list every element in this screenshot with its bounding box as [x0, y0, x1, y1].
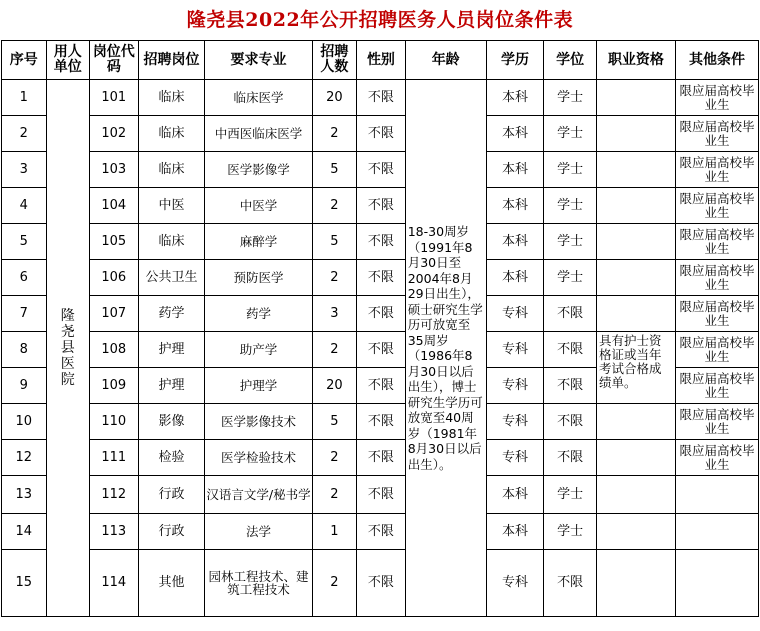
cell-seq: 3 — [2, 152, 47, 188]
cell-qual — [596, 116, 675, 152]
cell-qual — [596, 260, 675, 296]
cell-qual — [596, 476, 675, 514]
cell-other: 限应届高校毕业生 — [675, 296, 758, 332]
recruitment-table — [1, 40, 759, 617]
cell-qual — [596, 188, 675, 224]
header-seq: 序号 — [2, 41, 47, 80]
cell-other: 限应届高校毕业生 — [675, 440, 758, 476]
cell-major: 护理学 — [205, 368, 312, 404]
cell-degree: 不限 — [544, 332, 597, 368]
cell-qual — [596, 514, 675, 550]
cell-seq: 1 — [2, 80, 47, 116]
cell-num: 5 — [312, 224, 357, 260]
cell-seq: 13 — [2, 476, 47, 514]
cell-major: 药学 — [205, 296, 312, 332]
cell-post: 临床 — [138, 116, 205, 152]
cell-qual — [596, 80, 675, 116]
cell-post: 其他 — [138, 550, 205, 617]
cell-qual — [596, 224, 675, 260]
cell-edu: 本科 — [486, 116, 544, 152]
cell-degree: 学士 — [544, 224, 597, 260]
cell-gender: 不限 — [357, 550, 406, 617]
cell-post: 临床 — [138, 224, 205, 260]
cell-gender: 不限 — [357, 188, 406, 224]
cell-seq: 9 — [2, 368, 47, 404]
cell-code: 110 — [90, 404, 139, 440]
header-unit: 用人单位 — [46, 41, 90, 80]
table-row — [2, 224, 759, 260]
cell-post: 中医 — [138, 188, 205, 224]
cell-other: 限应届高校毕业生 — [675, 188, 758, 224]
cell-code: 107 — [90, 296, 139, 332]
cell-gender: 不限 — [357, 80, 406, 116]
header-post: 招聘岗位 — [138, 41, 205, 80]
cell-edu: 本科 — [486, 476, 544, 514]
cell-gender: 不限 — [357, 476, 406, 514]
cell-degree: 学士 — [544, 476, 597, 514]
cell-degree: 不限 — [544, 296, 597, 332]
cell-seq: 14 — [2, 514, 47, 550]
cell-code: 112 — [90, 476, 139, 514]
cell-degree: 不限 — [544, 368, 597, 404]
cell-gender: 不限 — [357, 224, 406, 260]
cell-age: 18-30周岁（1991年8月30日至2004年8月29日出生），硕士研究生学历可放宽至35周岁（1986年8月30日以后出生），博士研究生学历可放宽至40周岁（1981年8月30日以后出生）。 — [405, 80, 486, 617]
cell-unit — [46, 80, 90, 617]
cell-degree: 不限 — [544, 550, 597, 617]
cell-major: 助产学 — [205, 332, 312, 368]
cell-other — [675, 550, 758, 617]
cell-edu: 专科 — [486, 440, 544, 476]
table-row — [2, 116, 759, 152]
cell-num: 2 — [312, 116, 357, 152]
cell-gender: 不限 — [357, 514, 406, 550]
cell-gender: 不限 — [357, 116, 406, 152]
cell-num: 20 — [312, 368, 357, 404]
cell-edu: 专科 — [486, 332, 544, 368]
cell-num: 5 — [312, 404, 357, 440]
cell-qual: 具有护士资格证或当年考试合格成绩单。 — [596, 332, 675, 404]
table-row — [2, 80, 759, 116]
cell-edu: 专科 — [486, 368, 544, 404]
cell-major: 临床医学 — [205, 80, 312, 116]
cell-major: 中医学 — [205, 188, 312, 224]
cell-qual — [596, 296, 675, 332]
header-edu: 学历 — [486, 41, 544, 80]
table-row — [2, 440, 759, 476]
cell-seq: 15 — [2, 550, 47, 617]
cell-edu: 本科 — [486, 188, 544, 224]
header-row — [2, 41, 759, 80]
header-degree: 学位 — [544, 41, 597, 80]
table-row — [2, 550, 759, 617]
cell-num: 2 — [312, 332, 357, 368]
cell-qual — [596, 152, 675, 188]
cell-seq: 4 — [2, 188, 47, 224]
cell-degree: 学士 — [544, 116, 597, 152]
cell-seq: 2 — [2, 116, 47, 152]
cell-other: 限应届高校毕业生 — [675, 404, 758, 440]
cell-degree: 学士 — [544, 80, 597, 116]
cell-degree: 学士 — [544, 260, 597, 296]
cell-num: 3 — [312, 296, 357, 332]
header-gender: 性别 — [357, 41, 406, 80]
cell-degree: 学士 — [544, 152, 597, 188]
cell-post: 行政 — [138, 514, 205, 550]
cell-code: 106 — [90, 260, 139, 296]
table-row — [2, 152, 759, 188]
cell-gender: 不限 — [357, 260, 406, 296]
cell-qual — [596, 440, 675, 476]
cell-post: 行政 — [138, 476, 205, 514]
cell-gender: 不限 — [357, 332, 406, 368]
cell-edu: 本科 — [486, 152, 544, 188]
header-other: 其他条件 — [675, 41, 758, 80]
cell-seq: 8 — [2, 332, 47, 368]
cell-major: 医学影像技术 — [205, 404, 312, 440]
unit-name: 隆尧县医院 — [60, 308, 75, 388]
cell-edu: 本科 — [486, 514, 544, 550]
cell-edu: 专科 — [486, 404, 544, 440]
cell-qual — [596, 550, 675, 617]
cell-other: 限应届高校毕业生 — [675, 332, 758, 368]
header-qual: 职业资格 — [596, 41, 675, 80]
cell-other: 限应届高校毕业生 — [675, 80, 758, 116]
page-title: 隆尧县2022年公开招聘医务人员岗位条件表 — [186, 9, 574, 31]
cell-edu: 本科 — [486, 80, 544, 116]
cell-seq: 10 — [2, 404, 47, 440]
cell-code: 114 — [90, 550, 139, 617]
cell-num: 2 — [312, 550, 357, 617]
cell-post: 检验 — [138, 440, 205, 476]
cell-major: 医学检验技术 — [205, 440, 312, 476]
cell-seq: 7 — [2, 296, 47, 332]
cell-gender: 不限 — [357, 152, 406, 188]
cell-major: 麻醉学 — [205, 224, 312, 260]
cell-qual — [596, 404, 675, 440]
cell-other: 限应届高校毕业生 — [675, 368, 758, 404]
cell-num: 2 — [312, 188, 357, 224]
table-row — [2, 332, 759, 368]
cell-post: 临床 — [138, 80, 205, 116]
cell-other — [675, 514, 758, 550]
cell-degree: 学士 — [544, 514, 597, 550]
cell-num: 2 — [312, 476, 357, 514]
cell-post: 临床 — [138, 152, 205, 188]
cell-post: 护理 — [138, 368, 205, 404]
cell-num: 2 — [312, 440, 357, 476]
table-row — [2, 188, 759, 224]
cell-post: 影像 — [138, 404, 205, 440]
header-num: 招聘人数 — [312, 41, 357, 80]
cell-other: 限应届高校毕业生 — [675, 116, 758, 152]
cell-major: 医学影像学 — [205, 152, 312, 188]
cell-major: 汉语言文学/秘书学 — [205, 476, 312, 514]
cell-seq: 6 — [2, 260, 47, 296]
table-row — [2, 296, 759, 332]
cell-gender: 不限 — [357, 404, 406, 440]
cell-code: 103 — [90, 152, 139, 188]
cell-code: 111 — [90, 440, 139, 476]
cell-edu: 专科 — [486, 296, 544, 332]
cell-gender: 不限 — [357, 440, 406, 476]
cell-gender: 不限 — [357, 368, 406, 404]
header-major: 要求专业 — [205, 41, 312, 80]
cell-num: 1 — [312, 514, 357, 550]
cell-code: 104 — [90, 188, 139, 224]
cell-major: 园林工程技术、建筑工程技术 — [205, 550, 312, 617]
cell-edu: 专科 — [486, 550, 544, 617]
table-row — [2, 514, 759, 550]
cell-edu: 本科 — [486, 260, 544, 296]
table-row — [2, 404, 759, 440]
cell-num: 20 — [312, 80, 357, 116]
cell-code: 113 — [90, 514, 139, 550]
cell-num: 2 — [312, 260, 357, 296]
cell-other: 限应届高校毕业生 — [675, 224, 758, 260]
cell-major: 预防医学 — [205, 260, 312, 296]
cell-other: 限应届高校毕业生 — [675, 152, 758, 188]
cell-post: 公共卫生 — [138, 260, 205, 296]
cell-degree: 学士 — [544, 188, 597, 224]
cell-code: 108 — [90, 332, 139, 368]
table-row — [2, 260, 759, 296]
cell-code: 105 — [90, 224, 139, 260]
cell-other: 限应届高校毕业生 — [675, 260, 758, 296]
cell-post: 护理 — [138, 332, 205, 368]
cell-code: 109 — [90, 368, 139, 404]
cell-num: 5 — [312, 152, 357, 188]
header-code: 岗位代码 — [90, 41, 139, 80]
cell-other — [675, 476, 758, 514]
table-row — [2, 476, 759, 514]
cell-post: 药学 — [138, 296, 205, 332]
cell-major: 法学 — [205, 514, 312, 550]
cell-code: 101 — [90, 80, 139, 116]
cell-code: 102 — [90, 116, 139, 152]
cell-major: 中西医临床医学 — [205, 116, 312, 152]
cell-edu: 本科 — [486, 224, 544, 260]
cell-seq: 5 — [2, 224, 47, 260]
cell-gender: 不限 — [357, 296, 406, 332]
cell-degree: 不限 — [544, 404, 597, 440]
header-age: 年龄 — [405, 41, 486, 80]
cell-degree: 不限 — [544, 440, 597, 476]
cell-seq: 12 — [2, 440, 47, 476]
